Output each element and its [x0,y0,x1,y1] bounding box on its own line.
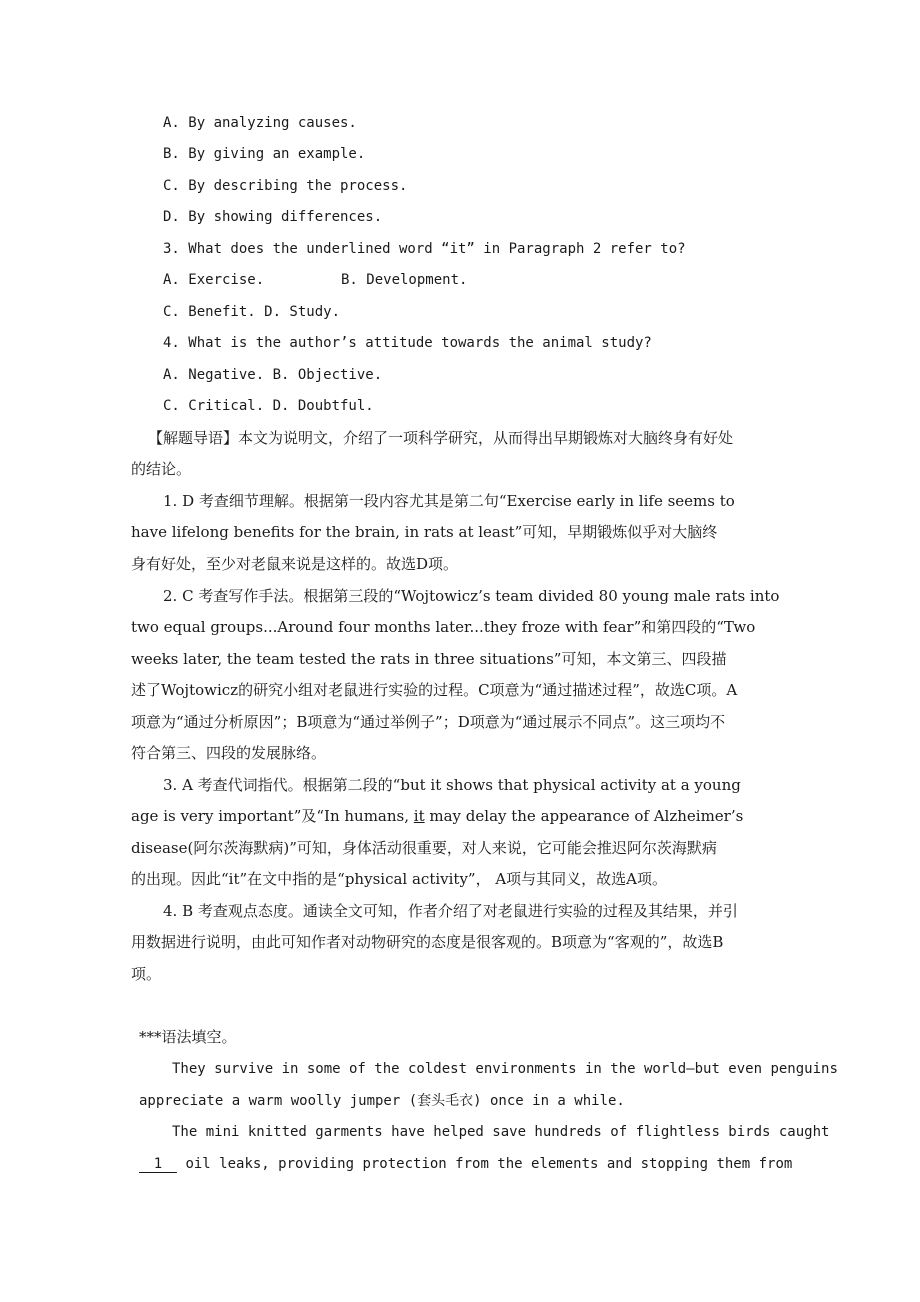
guide-line-1: 【解题导语】本文为说明文，介绍了一项科学研究，从而得出早期锻炼对大脑终身有好处 [148,429,734,447]
q2-option-b: B. By giving an example. [163,146,366,162]
q4-options-ab: A. Negative. B. Objective. [163,367,383,383]
answer-2-line-6: 符合第三、四段的发展脉络。 [131,744,327,762]
answer-4-line-3: 项。 [131,965,162,983]
grammar-para-2-line-2 [139,1154,792,1174]
answer-2-line-3: weeks later, the team tested the rats in three situations”可知，本文第三、四段描 [131,650,727,668]
answer-3-line-4: 的出现。因此“it”在文中指的是“physical activity”， A项与其同义，故选A项。 [131,870,668,888]
answer-2-line-4: 述了Wojtowicz的研究小组对老鼠进行实验的过程。C项意为“通过描述过程”，故选C项。A [131,681,738,699]
guide-line-2: 的结论。 [131,460,192,478]
grammar-para-2-line-2-text: oil leaks, providing protection from the elements and stopping them from [185,1156,793,1172]
answer-3-line-2 [131,806,743,826]
answer-2-line-5: 项意为“通过分析原因”；B项意为“通过举例子”；D项意为“通过展示不同点”。这三项均不 [131,713,726,731]
answer-1-line-1: 1. D 考查细节理解。根据第一段内容尤其是第二句“Exercise early in life seems to [163,492,735,510]
answer-2-line-1: 2. C 考查写作手法。根据第三段的“Wojtowicz’s team divided 80 young male rats into [163,587,780,605]
q3-option-b: B. Development. [341,272,468,288]
answer-1-line-2: have lifelong benefits for the brain, in rats at least”可知，早期锻炼似乎对大脑终 [131,523,718,541]
grammar-para-1-line-2: appreciate a warm woolly jumper (套头毛衣) once in a while. [139,1093,625,1109]
answer-1-line-3: 身有好处，至少对老鼠来说是这样的。故选D项。 [131,555,459,573]
answer-4-line-2: 用数据进行说明，由此可知作者对动物研究的态度是很客观的。B项意为“客观的”，故选B [131,933,724,951]
q3-option-a: A. Exercise. [163,272,265,288]
answer-3-text-after: may delay the appearance of Alzheimer’s [424,807,744,825]
q3-question: 3. What does the underlined word “it” in Paragraph 2 refer to? [163,241,686,257]
blank-1[interactable]: 1 [139,1156,177,1173]
q2-option-c: C. By describing the process. [163,178,408,194]
answer-3-line-1: 3. A 考查代词指代。根据第二段的“but it shows that physical activity at a young [163,776,741,794]
q2-option-d: D. By showing differences. [163,209,383,225]
answer-3-text-before: age is very important”及“In humans, [131,807,414,825]
q4-options-cd: C. Critical. D. Doubtful. [163,398,374,414]
answer-4-line-1: 4. B 考查观点态度。通读全文可知，作者介绍了对老鼠进行实验的过程及其结果，并引 [163,902,738,920]
grammar-para-2-line-1: The mini knitted garments have helped save hundreds of flightless birds caught [172,1124,830,1140]
grammar-heading: ***语法填空。 [139,1028,237,1046]
q4-question: 4. What is the author’s attitude towards the animal study? [163,335,652,351]
grammar-para-1-line-1: They survive in some of the coldest environments in the world—but even penguins [172,1061,838,1077]
underlined-it: it [413,807,425,825]
q3-options-cd: C. Benefit. D. Study. [163,304,341,320]
answer-3-line-3: disease(阿尔茨海默病)”可知，身体活动很重要，对人来说，它可能会推迟阿尔茨海默病 [131,839,717,857]
answer-2-line-2: two equal groups...Around four months later...they froze with fear”和第四段的“Two [131,618,756,636]
q2-option-a: A. By analyzing causes. [163,115,357,131]
